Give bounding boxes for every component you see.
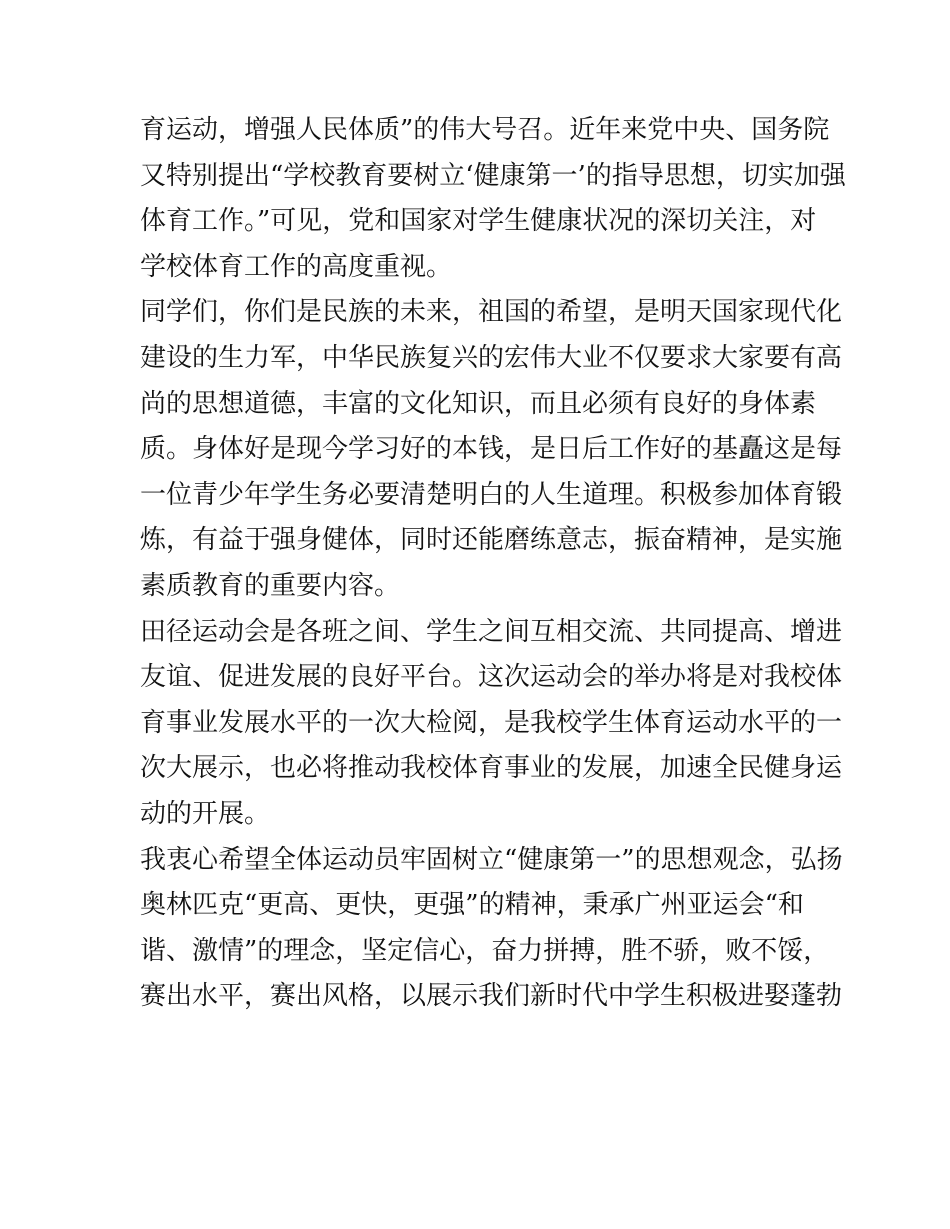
text-line: 谐、激情”的理念，坚定信心，奋力拼搏，胜不骄，败不馁，: [140, 935, 830, 966]
text-line: 赛出水平，赛出风格，以展示我们新时代中学生积极进娶蓬勃: [140, 981, 843, 1012]
text-line: 育运动，增强人民体质”的伟大号召。近年来党中央、国务院: [140, 115, 830, 145]
text-line: 友谊、促进发展的良好平台。这次运动会的举办将是对我校体: [140, 662, 843, 693]
text-line: 学校体育工作的高度重视。: [140, 251, 453, 282]
body-text: [140, 108, 846, 1020]
text-line: 质。身体好是现今学习好的本钱，是日后工作好的基矗这是每: [140, 434, 843, 465]
text-line: 动的开展。: [140, 798, 271, 829]
text-line: 素质教育的重要内容。: [140, 570, 401, 601]
text-line: 育事业发展水平的一次大检阅，是我校学生体育运动水平的一: [140, 707, 843, 738]
text-line: 一位青少年学生务必要清楚明白的人生道理。积极参加体育锻: [140, 479, 843, 510]
text-line: 次大展示，也必将推动我校体育事业的发展，加速全民健身运: [140, 753, 843, 784]
text-line: 奥林匹克“更高、更快，更强”的精神，秉承广州亚运会“和: [140, 890, 804, 921]
text-line: 我衷心希望全体运动员牢固树立“健康第一”的思想观念，弘扬: [140, 844, 843, 875]
text-line: 体育工作。”可见，党和国家对学生健康状况的深切关注，对: [140, 206, 817, 237]
text-line: 又特别提出“学校教育要树立‘健康第一’的指导思想，切实加强: [140, 160, 846, 191]
text-line: 炼，有益于强身健体，同时还能磨练意志，振奋精神，是实施: [140, 525, 843, 556]
text-line: 同学们，你们是民族的未来，祖国的希望，是明天国家现代化: [140, 297, 843, 328]
text-line: 尚的思想道德，丰富的文化知识，而且必须有良好的身体素: [140, 388, 817, 419]
text-line: 田径运动会是各班之间、学生之间互相交流、共同提高、增进: [140, 616, 843, 647]
text-line: 建设的生力军，中华民族复兴的宏伟大业不仅要求大家要有高: [140, 342, 843, 373]
